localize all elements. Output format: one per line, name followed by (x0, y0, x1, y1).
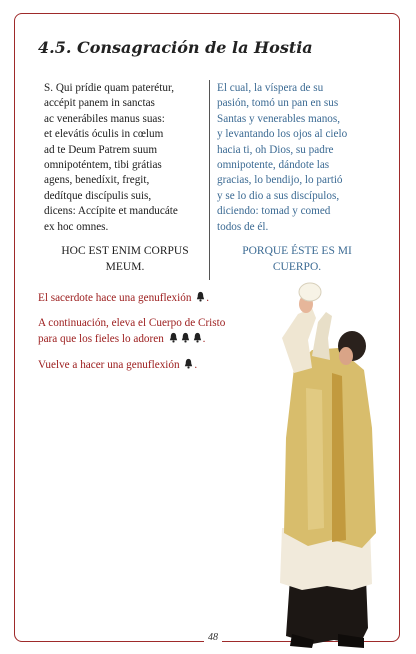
priest-elevating-host-image (272, 278, 384, 648)
section-title: 4.5. Consagración de la Hostia (38, 38, 313, 57)
spanish-line: El cual, la víspera de su (217, 82, 324, 94)
rubric-text: para que los fieles lo adoren (38, 333, 164, 345)
raised-arm-left (282, 308, 316, 373)
latin-line: dedítque discípulis suis, (44, 189, 152, 202)
chasuble-shape (284, 348, 376, 548)
latin-consecration-words (50, 243, 200, 275)
spanish-line: y se lo dio a sus discípulos, (217, 189, 340, 202)
bell-icon (183, 358, 194, 369)
latin-consecration-line: HOC EST ENIM CORPUS (61, 245, 189, 257)
bell-icon (195, 291, 206, 302)
spanish-line: hacia ti, oh Dios, su padre (217, 143, 334, 156)
rubric-text: Vuelve a hacer una genuflexión (38, 359, 180, 371)
latin-line: S. Qui prídie quam paterétur, (44, 82, 175, 94)
latin-line: ac venerábiles manus suas: (44, 112, 165, 125)
spanish-line: pasión, tomó un pan en sus (217, 97, 339, 110)
column-divider (209, 80, 210, 280)
spanish-consecration-line: CUERPO. (272, 261, 322, 273)
latin-line: ad te Deum Patrem suum (44, 143, 158, 156)
spanish-consecration-words (217, 243, 377, 275)
bell-icon (180, 332, 191, 343)
spanish-line: gracias, lo bendijo, lo partió (217, 174, 343, 187)
page-number: 48 (204, 632, 222, 643)
rubric-text: A continuación, eleva el Cuerpo de Cristo (38, 317, 226, 329)
spanish-line: y levantando los ojos al cielo (217, 128, 348, 141)
latin-line: dicens: Accípite et manducáte (44, 205, 178, 218)
latin-line: ex hoc omnes. (44, 220, 109, 233)
spanish-line: diciendo: tomad y comed (217, 205, 331, 218)
latin-line: agens, benedíxit, fregit, (44, 174, 150, 187)
spanish-text (217, 81, 377, 235)
spanish-line: todos de él. (217, 220, 269, 233)
spanish-consecration-line: PORQUE ÉSTE ES MI (242, 245, 352, 257)
rubric-second-genuflection: Vuelve a hacer una genuflexión . (38, 359, 198, 371)
rubric-elevation: A continuación, eleva el Cuerpo de Cristo para que los fieles lo adoren . (38, 317, 226, 345)
host (299, 283, 321, 301)
latin-line: et elevátis óculis in cœlum (44, 128, 164, 141)
bell-icon (192, 332, 203, 343)
rubric-text: El sacerdote hace una genuflexión (38, 292, 192, 304)
spanish-line: Santas y venerables manos, (217, 112, 341, 125)
spanish-line: omnipotente, dándote las (217, 159, 330, 172)
latin-consecration-line: MEUM. (105, 261, 145, 273)
bell-icon (168, 332, 179, 343)
latin-line: accépit panem in sanctas (44, 97, 155, 110)
rubric-genuflection: El sacerdote hace una genuflexión . (38, 292, 210, 304)
latin-text (44, 81, 202, 235)
latin-line: omnipoténtem, tibi grátias (44, 159, 162, 172)
